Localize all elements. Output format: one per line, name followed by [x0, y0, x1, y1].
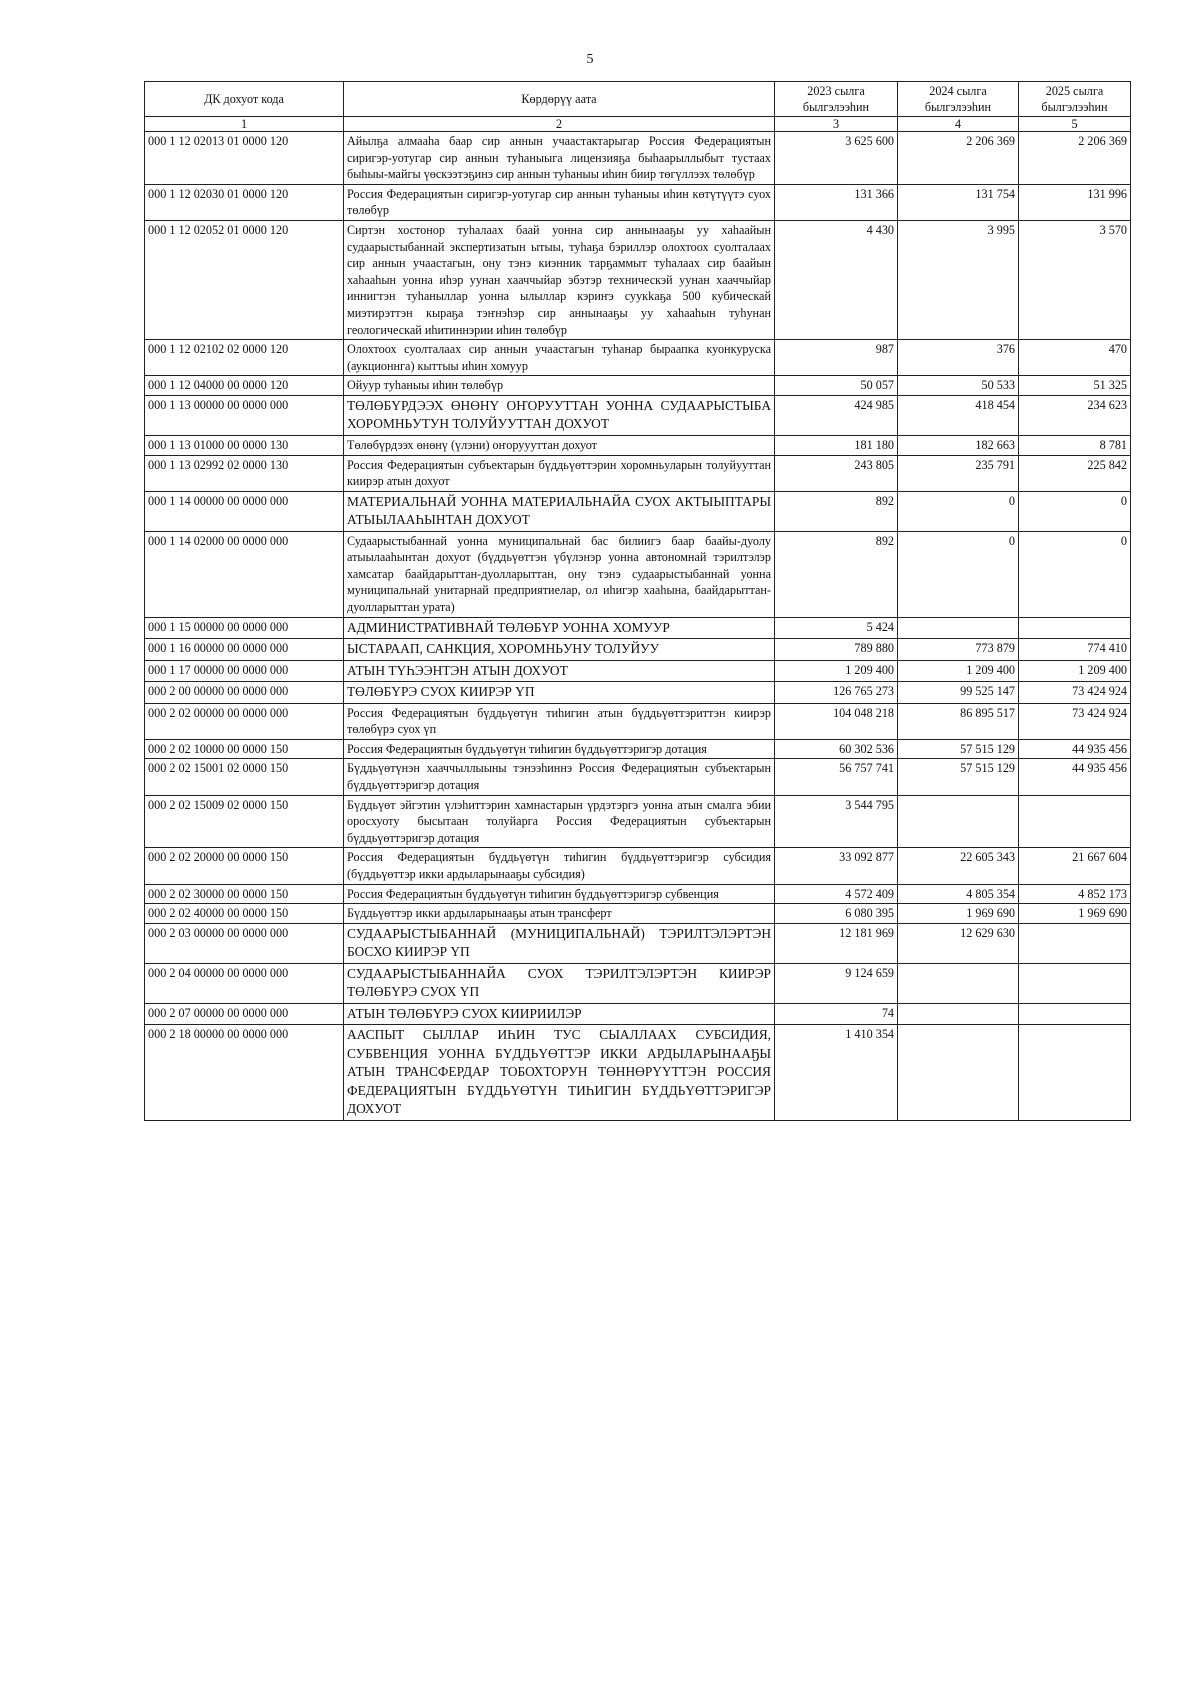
indicator-name-cell: Россия Федерациятын сиригэр-уотугар сир аннын туһаныы иһин көтүтүүтэ суох төлөбүр — [344, 184, 775, 220]
indicator-name-cell: ААСПЫТ СЫЛЛАР ИҺИН ТУС СЫАЛЛААХ СУБСИДИЯ, СУБВЕНЦИЯ УОННА БҮДДЬҮӨТТЭР ИККИ АРДЫЛАРЫНААҔЫ АТЫН ТРАНСФЕРДАР ТОБОХТОРУН ТӨННӨРҮҮТТЭН РОССИЯ ФЕДЕРАЦИЯТЫН БҮДДЬҮӨТҮН ТИҺИГИН БҮДДЬҮӨТТЭРИГЭР ДОХУОТ — [344, 1025, 775, 1121]
value-2023-cell: 12 181 969 — [775, 923, 898, 963]
value-2023-cell: 56 757 741 — [775, 759, 898, 795]
indicator-name-cell: Бүддьүөтүнэн хааччыллыыны тэнээһиннэ Россия Федерациятын субъектарын бүддьүөттэригэр дотация — [344, 759, 775, 795]
revenue-code-cell: 000 2 02 20000 00 0000 150 — [145, 848, 344, 884]
value-2024-cell — [898, 795, 1019, 848]
value-2023-cell: 424 985 — [775, 395, 898, 435]
indicator-name-cell: Бүддьүөттэр икки ардыларынааҕы атын трансферт — [344, 904, 775, 924]
revenue-code-cell: 000 1 14 00000 00 0000 000 — [145, 491, 344, 531]
value-2024-cell: 131 754 — [898, 184, 1019, 220]
indicator-name-cell: Судаарыстыбаннай уонна муниципальнай бас билиигэ баар баайы-дуолу атыылааһынтан дохуот (бүддьүөттэн үбүлэнэр уонна автономнай тэрилтэлэр хамсатар баайдарыттан-дуолларыттан, ону тэнэ судаарыстыбаннай уонна муниципальнай унитарнай предприятиелар, ол иһигэр хааһына, баайдарыттан-дуолларыттан уратa) — [344, 531, 775, 617]
value-2025-cell — [1019, 963, 1131, 1003]
revenue-code-cell: 000 1 13 01000 00 0000 130 — [145, 435, 344, 455]
table-row — [145, 884, 1131, 904]
value-2025-cell: 225 842 — [1019, 455, 1131, 491]
value-2025-cell — [1019, 1003, 1131, 1025]
value-2024-cell — [898, 1003, 1019, 1025]
value-2025-cell: 1 969 690 — [1019, 904, 1131, 924]
value-2023-cell: 33 092 877 — [775, 848, 898, 884]
revenue-code-cell: 000 1 14 02000 00 0000 000 — [145, 531, 344, 617]
indicator-name-cell: Олохтоох суолталаах сир аннын учаастагын туһанар быраапка куонкуруска (аукционнга) кыттыы иһин хомуур — [344, 340, 775, 376]
value-2024-cell: 1 969 690 — [898, 904, 1019, 924]
value-2023-cell: 1 410 354 — [775, 1025, 898, 1121]
value-2025-cell: 131 996 — [1019, 184, 1131, 220]
page-number: 5 — [586, 52, 594, 67]
column-number-row — [145, 117, 1131, 132]
value-2024-cell: 376 — [898, 340, 1019, 376]
indicator-name-cell: Россия Федерациятын бүддьүөтүн тиһигин бүддьүөттэригэр субсидия (бүддьүөттэр икки ардыларынааҕы субсидия) — [344, 848, 775, 884]
revenue-code-cell: 000 2 03 00000 00 0000 000 — [145, 923, 344, 963]
table-row — [145, 963, 1131, 1003]
table-row — [145, 660, 1131, 682]
header-2023: 2023 сылга былгэлээһин — [775, 82, 898, 117]
value-2024-cell — [898, 617, 1019, 639]
indicator-name-cell: Бүддьүөт эйгэтин үлэһиттэрин хамнастарын үрдэтэргэ уонна атын смалга эбии оросхуоту бысытаан толуйарга Россия Федерациятын субъектарын бүддьүөттэригэр дотация — [344, 795, 775, 848]
indicator-name-cell: Төлөбүрдээх өнөнү (үлэни) оҥоруууттан дохуот — [344, 435, 775, 455]
revenue-code-cell: 000 2 02 30000 00 0000 150 — [145, 884, 344, 904]
value-2024-cell: 0 — [898, 531, 1019, 617]
value-2023-cell: 3 625 600 — [775, 132, 898, 185]
table-row — [145, 795, 1131, 848]
value-2025-cell: 4 852 173 — [1019, 884, 1131, 904]
indicator-name-cell: Айылҕа алмааһа баар сир аннын учаастактарыгар Россия Федерациятын сиригэр-уотугар сир аннын туһаныыга лицензияҕа быһаарыллыбыт тустаах быһыы-майгы үөскээтэҕинэ сир аннын туһаныы иһин биир төгүллээх төлөбүр — [344, 132, 775, 185]
header-2024: 2024 сылга былгэлээһин — [898, 82, 1019, 117]
value-2025-cell: 470 — [1019, 340, 1131, 376]
value-2025-cell: 234 623 — [1019, 395, 1131, 435]
table-row — [145, 904, 1131, 924]
table-row — [145, 376, 1131, 396]
header-code: ДК дохуот кода — [145, 82, 344, 117]
value-2024-cell: 4 805 354 — [898, 884, 1019, 904]
value-2025-cell: 44 935 456 — [1019, 759, 1131, 795]
revenue-code-cell: 000 2 02 15009 02 0000 150 — [145, 795, 344, 848]
indicator-name-cell: Россия Федерациятын бүддьүөтүн тиһигин бүддьүөттэригэр субвенция — [344, 884, 775, 904]
table-row — [145, 848, 1131, 884]
value-2024-cell: 99 525 147 — [898, 682, 1019, 704]
revenue-code-cell: 000 2 07 00000 00 0000 000 — [145, 1003, 344, 1025]
value-2024-cell: 12 629 630 — [898, 923, 1019, 963]
indicator-name-cell: ТӨЛӨБҮРЭ СУОХ КИИРЭР ҮП — [344, 682, 775, 704]
value-2025-cell: 1 209 400 — [1019, 660, 1131, 682]
header-2025: 2025 сылга былгэлээһин — [1019, 82, 1131, 117]
table-row — [145, 759, 1131, 795]
column-number: 5 — [1019, 117, 1131, 132]
table-row — [145, 703, 1131, 739]
value-2025-cell — [1019, 795, 1131, 848]
budget-table — [144, 81, 1131, 1121]
indicator-name-cell: АТЫН ТӨЛӨБҮРЭ СУОХ КИИРИИЛЭР — [344, 1003, 775, 1025]
indicator-name-cell: Россия Федерациятын бүддьүөтүн тиһигин бүддьүөттэригэр дотация — [344, 739, 775, 759]
value-2023-cell: 789 880 — [775, 639, 898, 661]
value-2024-cell: 57 515 129 — [898, 759, 1019, 795]
value-2023-cell: 126 765 273 — [775, 682, 898, 704]
value-2023-cell: 4 572 409 — [775, 884, 898, 904]
value-2024-cell — [898, 963, 1019, 1003]
revenue-code-cell: 000 1 15 00000 00 0000 000 — [145, 617, 344, 639]
value-2025-cell — [1019, 617, 1131, 639]
table-row — [145, 340, 1131, 376]
revenue-code-cell: 000 2 18 00000 00 0000 000 — [145, 1025, 344, 1121]
indicator-name-cell: АДМИНИСТРАТИВНАЙ ТӨЛӨБҮР УОННА ХОМУУР — [344, 617, 775, 639]
value-2025-cell: 21 667 604 — [1019, 848, 1131, 884]
revenue-code-cell: 000 1 12 02013 01 0000 120 — [145, 132, 344, 185]
indicator-name-cell: АТЫН ТҮҺЭЭНТЭН АТЫН ДОХУОТ — [344, 660, 775, 682]
table-row — [145, 739, 1131, 759]
value-2025-cell: 0 — [1019, 531, 1131, 617]
value-2023-cell: 243 805 — [775, 455, 898, 491]
revenue-code-cell: 000 1 13 02992 02 0000 130 — [145, 455, 344, 491]
value-2024-cell: 50 533 — [898, 376, 1019, 396]
value-2024-cell: 1 209 400 — [898, 660, 1019, 682]
table-row — [145, 455, 1131, 491]
table-row — [145, 682, 1131, 704]
value-2023-cell: 60 302 536 — [775, 739, 898, 759]
value-2025-cell: 3 570 — [1019, 220, 1131, 339]
table-body — [145, 132, 1131, 1121]
value-2023-cell: 3 544 795 — [775, 795, 898, 848]
revenue-code-cell: 000 2 02 10000 00 0000 150 — [145, 739, 344, 759]
value-2023-cell: 9 124 659 — [775, 963, 898, 1003]
value-2023-cell: 4 430 — [775, 220, 898, 339]
value-2025-cell: 51 325 — [1019, 376, 1131, 396]
header-name: Көрдөрүү аата — [344, 82, 775, 117]
value-2023-cell: 5 424 — [775, 617, 898, 639]
revenue-code-cell: 000 1 17 00000 00 0000 000 — [145, 660, 344, 682]
value-2024-cell: 418 454 — [898, 395, 1019, 435]
column-number: 4 — [898, 117, 1019, 132]
table-row — [145, 435, 1131, 455]
value-2023-cell: 181 180 — [775, 435, 898, 455]
table-row — [145, 132, 1131, 185]
table-row — [145, 1025, 1131, 1121]
value-2023-cell: 104 048 218 — [775, 703, 898, 739]
revenue-code-cell: 000 2 02 00000 00 0000 000 — [145, 703, 344, 739]
value-2025-cell — [1019, 1025, 1131, 1121]
table-row — [145, 220, 1131, 339]
value-2024-cell: 57 515 129 — [898, 739, 1019, 759]
value-2023-cell: 987 — [775, 340, 898, 376]
value-2023-cell: 131 366 — [775, 184, 898, 220]
value-2023-cell: 74 — [775, 1003, 898, 1025]
revenue-code-cell: 000 1 12 02052 01 0000 120 — [145, 220, 344, 339]
indicator-name-cell: Россия Федерациятын субъектарын бүддьүөттэрин хоромньуларын толуйууттан киирэр атын дохуот — [344, 455, 775, 491]
column-number: 2 — [344, 117, 775, 132]
revenue-code-cell: 000 2 00 00000 00 0000 000 — [145, 682, 344, 704]
indicator-name-cell: Сиртэн хостонор туһалаах баай уонна сир аннынааҕы уу хаһаайын судаарыстыбаннай экспертизатын ытыы, туһаҕа бэриллэр олохтоох суолталаах сир аннын учаастагын, ону тэнэ киэнник тарҕаммыт туһалаах сир баайын хаһааһын уонна иһэр уунан хааччыйар эбэтэр техническэй уунан хааччыйар иннигтэн туһаныллар уонна ылыллар кэриҥэ суукkаҕа 500 кубическай миэтирэттэн кыраҕа тэҥнэһэр сир аннынааҕы уу хаһааһын туһунан геологическай иһитиннэрии иһин төлөбүр — [344, 220, 775, 339]
indicator-name-cell: Россия Федерациятын бүддьүөтүн тиһигин атын бүддьүөттэриттэн киирэр төлөбүрэ суох үп — [344, 703, 775, 739]
revenue-code-cell: 000 1 12 04000 00 0000 120 — [145, 376, 344, 396]
indicator-name-cell: Ойуур туһаныы иһин төлөбүр — [344, 376, 775, 396]
table-row — [145, 184, 1131, 220]
value-2024-cell: 86 895 517 — [898, 703, 1019, 739]
table-row — [145, 491, 1131, 531]
column-number: 1 — [145, 117, 344, 132]
revenue-code-cell: 000 2 02 15001 02 0000 150 — [145, 759, 344, 795]
value-2023-cell: 50 057 — [775, 376, 898, 396]
value-2025-cell: 73 424 924 — [1019, 682, 1131, 704]
revenue-code-cell: 000 2 02 40000 00 0000 150 — [145, 904, 344, 924]
value-2025-cell: 774 410 — [1019, 639, 1131, 661]
value-2024-cell: 0 — [898, 491, 1019, 531]
value-2024-cell: 182 663 — [898, 435, 1019, 455]
indicator-name-cell: ЫСТАРААП, САНКЦИЯ, ХОРОМНЬУНУ ТОЛУЙУУ — [344, 639, 775, 661]
column-number: 3 — [775, 117, 898, 132]
value-2024-cell: 2 206 369 — [898, 132, 1019, 185]
value-2023-cell: 1 209 400 — [775, 660, 898, 682]
table-row — [145, 1003, 1131, 1025]
table-row — [145, 531, 1131, 617]
revenue-code-cell: 000 2 04 00000 00 0000 000 — [145, 963, 344, 1003]
indicator-name-cell: МАТЕРИАЛЬНАЙ УОННА МАТЕРИАЛЬНАЙА СУОХ АКТЫЫПТАРЫ АТЫЫЛААҺЫНТАН ДОХУОТ — [344, 491, 775, 531]
value-2025-cell: 0 — [1019, 491, 1131, 531]
table-row — [145, 639, 1131, 661]
value-2024-cell — [898, 1025, 1019, 1121]
value-2025-cell: 8 781 — [1019, 435, 1131, 455]
value-2025-cell: 44 935 456 — [1019, 739, 1131, 759]
value-2023-cell: 892 — [775, 531, 898, 617]
indicator-name-cell: СУДААРЫСТЫБАННАЙА СУОХ ТЭРИЛТЭЛЭРТЭН КИИРЭР ТӨЛӨБҮРЭ СУОХ ҮП — [344, 963, 775, 1003]
revenue-code-cell: 000 1 12 02102 02 0000 120 — [145, 340, 344, 376]
indicator-name-cell: СУДААРЫСТЫБАННАЙ (МУНИЦИПАЛЬНАЙ) ТЭРИЛТЭЛЭРТЭН БОСХО КИИРЭР ҮП — [344, 923, 775, 963]
value-2025-cell — [1019, 923, 1131, 963]
table-row — [145, 395, 1131, 435]
header-row — [145, 82, 1131, 117]
table-row — [145, 617, 1131, 639]
revenue-code-cell: 000 1 12 02030 01 0000 120 — [145, 184, 344, 220]
revenue-code-cell: 000 1 13 00000 00 0000 000 — [145, 395, 344, 435]
value-2024-cell: 235 791 — [898, 455, 1019, 491]
value-2024-cell: 22 605 343 — [898, 848, 1019, 884]
value-2023-cell: 6 080 395 — [775, 904, 898, 924]
value-2025-cell: 2 206 369 — [1019, 132, 1131, 185]
table-row — [145, 923, 1131, 963]
value-2023-cell: 892 — [775, 491, 898, 531]
value-2024-cell: 773 879 — [898, 639, 1019, 661]
value-2025-cell: 73 424 924 — [1019, 703, 1131, 739]
value-2024-cell: 3 995 — [898, 220, 1019, 339]
revenue-code-cell: 000 1 16 00000 00 0000 000 — [145, 639, 344, 661]
indicator-name-cell: ТӨЛӨБҮРДЭЭХ ӨНӨНҮ ОҤОРУУТТАН УОННА СУДААРЫСТЫБА ХОРОМНЬУТУН ТОЛУЙУУТТАН ДОХУОТ — [344, 395, 775, 435]
